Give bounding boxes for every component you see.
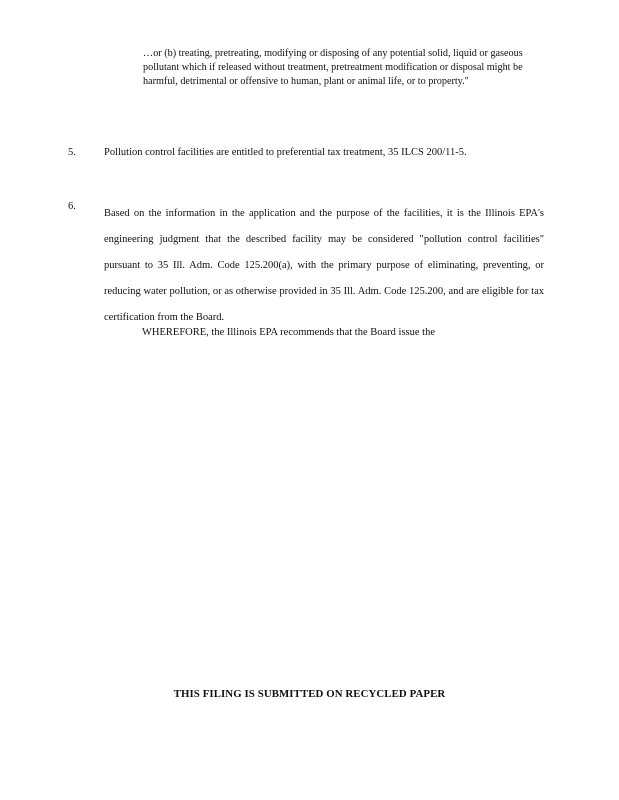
paragraph-5-text: Pollution control facilities are entitled to preferential tax treatment, 35 ILCS 200/11-5.	[104, 147, 467, 158]
recycled-paper-footer: THIS FILING IS SUBMITTED ON RECYCLED PAPER	[173, 688, 446, 700]
paragraph-6-text: Based on the information in the application and the purpose of the facilities, it is the Illinois EPA's engineering judgment that the described facility may be considered "pollution control facilities" pursuant to 35 Ill. Adm. Code 125.200(a), with the primary purpose of eliminating, preventing, or reducing water pollution, or as otherwise provided in 35 Ill. Adm. Code 125.200, and are eligible for tax certification from the Board.	[104, 208, 544, 323]
paragraph-6-number: 6.	[68, 201, 76, 212]
quoted-definition: …or (b) treating, pretreating, modifying or disposing of any potential solid, liquid or gaseous pollutant which if released without treatment, pretreatment modification or disposal might be harmful, detrimental or offensive to human, plant or animal life, or to property."	[143, 48, 523, 87]
wherefore-clause: WHEREFORE, the Illinois EPA recommends that the Board issue the	[142, 327, 435, 338]
paragraph-5-number: 5.	[68, 147, 76, 158]
